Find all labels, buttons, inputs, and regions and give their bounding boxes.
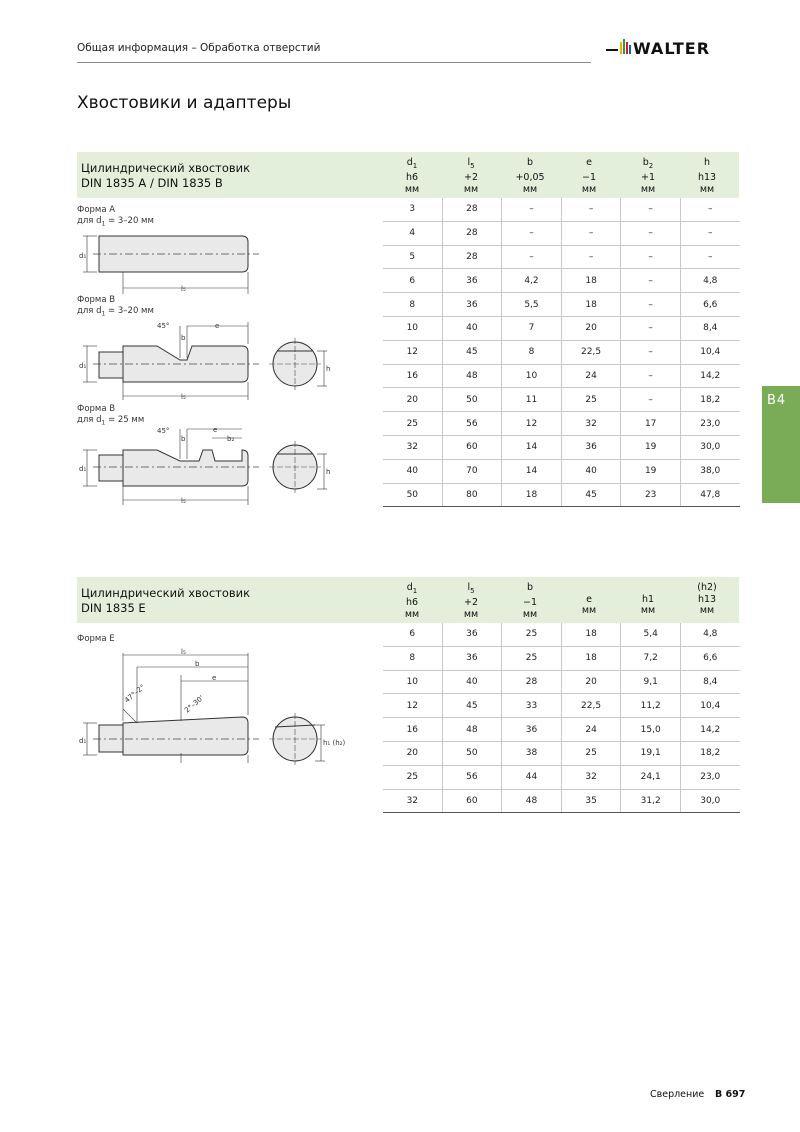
svg-text:e: e <box>213 426 218 434</box>
walter-logo <box>606 36 746 60</box>
table-cell: 25 <box>561 388 621 412</box>
table-cell: 12 <box>383 340 442 364</box>
svg-text:d₁: d₁ <box>79 252 87 260</box>
table-cell: 50 <box>442 388 502 412</box>
svg-text:d₁: d₁ <box>79 737 87 745</box>
table-cell: 40 <box>442 316 502 340</box>
s2-col-b: b −1 мм <box>522 582 538 620</box>
table-cell: – <box>680 245 739 269</box>
table-cell: 19 <box>621 459 681 483</box>
svg-text:l₅: l₅ <box>181 285 186 293</box>
table-cell: 50 <box>383 483 442 507</box>
table-cell: 18 <box>561 623 621 646</box>
table-cell: 11,2 <box>621 694 681 718</box>
table-cell: 35 <box>561 789 621 813</box>
svg-text:2°–30': 2°–30' <box>183 694 206 715</box>
table-cell: – <box>621 364 681 388</box>
table-cell: – <box>621 221 681 245</box>
table-cell: 28 <box>442 198 502 221</box>
s1-col-e: e −1 мм <box>581 157 597 195</box>
table-cell: – <box>680 198 739 221</box>
table-row <box>383 269 740 293</box>
section1-title: Цилиндрический хвостовик DIN 1835 A / DIN 1835 B <box>81 161 251 190</box>
table-cell: 33 <box>502 694 562 718</box>
table-cell: 56 <box>442 412 502 436</box>
table-cell: 6,6 <box>680 646 739 670</box>
table-row <box>383 718 740 742</box>
table-cell: 40 <box>561 459 621 483</box>
svg-text:e: e <box>215 322 220 330</box>
table-row <box>383 412 740 436</box>
svg-text:d₁: d₁ <box>79 465 87 473</box>
table-cell: 10,4 <box>680 694 739 718</box>
svg-text:45°: 45° <box>157 427 170 435</box>
header-divider <box>77 62 591 63</box>
table-cell: 24 <box>561 364 621 388</box>
s2-col-d1: $d_1$ h6 мм <box>404 582 420 620</box>
table-cell: 6,6 <box>680 293 739 317</box>
svg-text:b: b <box>181 435 186 443</box>
form-a-label: Форма A для $d_1 = 3-20$ мм <box>77 205 154 228</box>
table-cell: 22,5 <box>561 694 621 718</box>
table-row <box>383 694 740 718</box>
table-cell: 28 <box>442 245 502 269</box>
s2-col-h2: (h2) h13 мм <box>697 582 717 616</box>
table-cell: 38,0 <box>680 459 739 483</box>
table-cell: 60 <box>442 435 502 459</box>
svg-text:l₅: l₅ <box>181 393 186 401</box>
table-cell: 10 <box>383 670 442 694</box>
table-cell: 19 <box>621 435 681 459</box>
table-cell: 47,8 <box>680 483 739 507</box>
table-cell: 45 <box>442 694 502 718</box>
table-cell: 22,5 <box>561 340 621 364</box>
svg-text:d₁: d₁ <box>79 362 87 370</box>
table-cell: 48 <box>502 789 562 813</box>
svg-text:b: b <box>195 660 200 668</box>
table-cell: 25 <box>502 646 562 670</box>
s1-col-h: h h13 мм <box>697 157 717 195</box>
table-cell: – <box>621 245 681 269</box>
table-cell: 8,4 <box>680 316 739 340</box>
table-row <box>383 364 740 388</box>
table-cell: 30,0 <box>680 789 739 813</box>
table-cell: 23 <box>621 483 681 507</box>
table-cell: 10,4 <box>680 340 739 364</box>
s1-col-b: b +0,05 мм <box>515 157 545 195</box>
table-cell: 32 <box>383 435 442 459</box>
table-cell: 45 <box>442 340 502 364</box>
table-row <box>383 741 740 765</box>
table-cell: 45 <box>561 483 621 507</box>
s1-col-l5: $l_5$ +2 мм <box>463 157 479 195</box>
table-cell: 20 <box>561 316 621 340</box>
table-cell: 10 <box>502 364 562 388</box>
table-cell: 25 <box>383 765 442 789</box>
form-e-label: Форма E <box>77 634 115 644</box>
form-b25-label: Форма B для $d_1 = 25$ мм <box>77 404 145 427</box>
table-cell: 4,2 <box>502 269 562 293</box>
page-title: Хвостовики и адаптеры <box>77 93 292 113</box>
table-cell: 4,8 <box>680 623 739 646</box>
table-cell: 7 <box>502 316 562 340</box>
table-cell: 14 <box>502 435 562 459</box>
table-row <box>383 789 740 813</box>
table-cell: 14 <box>502 459 562 483</box>
table-row <box>383 340 740 364</box>
table-cell: 6 <box>383 623 442 646</box>
table-cell: – <box>621 316 681 340</box>
table-cell: 12 <box>502 412 562 436</box>
table-cell: 11 <box>502 388 562 412</box>
table-cell: 25 <box>383 412 442 436</box>
footer-page: B 697 <box>715 1089 746 1100</box>
table-cell: 70 <box>442 459 502 483</box>
table-cell: 7,2 <box>621 646 681 670</box>
table-cell: 12 <box>383 694 442 718</box>
table-cell: 20 <box>383 388 442 412</box>
table-cell: 17 <box>621 412 681 436</box>
table-cell: 40 <box>383 459 442 483</box>
s1-col-b2: $b_2$ +1 мм <box>640 157 656 195</box>
s2-col-l5: $l_5$ +2 мм <box>463 582 479 620</box>
svg-text:l₅: l₅ <box>181 497 186 505</box>
table-row <box>383 221 740 245</box>
svg-text:h₁ (h₂): h₁ (h₂) <box>323 739 346 747</box>
s1-col-d1: $d_1$ h6 мм <box>404 157 420 195</box>
table-cell: 8 <box>502 340 562 364</box>
table-cell: 18 <box>561 646 621 670</box>
table-cell: 19,1 <box>621 741 681 765</box>
table-cell: 23,0 <box>680 765 739 789</box>
table-cell: 6 <box>383 269 442 293</box>
table-cell: 44 <box>502 765 562 789</box>
table-cell: 15,0 <box>621 718 681 742</box>
table-cell: 31,2 <box>621 789 681 813</box>
table-row <box>383 670 740 694</box>
table-cell: 16 <box>383 718 442 742</box>
table-cell: 25 <box>561 741 621 765</box>
form-e-drawing <box>77 645 357 770</box>
table-cell: 36 <box>561 435 621 459</box>
table-cell: 16 <box>383 364 442 388</box>
table-cell: 18 <box>561 293 621 317</box>
footer-section: Сверление <box>650 1089 705 1100</box>
table-cell: 36 <box>442 293 502 317</box>
table-row <box>383 388 740 412</box>
svg-text:b: b <box>181 334 186 342</box>
table-cell: 20 <box>561 670 621 694</box>
table-cell: 50 <box>442 741 502 765</box>
form-a-drawing <box>77 228 267 298</box>
table-cell: 24 <box>561 718 621 742</box>
table-cell: 18,2 <box>680 741 739 765</box>
table-cell: 14,2 <box>680 718 739 742</box>
table-row <box>383 623 740 646</box>
table-cell: 32 <box>561 765 621 789</box>
table-cell: 36 <box>442 623 502 646</box>
table-cell: 48 <box>442 718 502 742</box>
table-row <box>383 483 740 507</box>
section1-header <box>77 152 739 198</box>
svg-text:b₂: b₂ <box>227 435 235 443</box>
table-cell: 28 <box>502 670 562 694</box>
table-cell: 5,5 <box>502 293 562 317</box>
logo-text: WALTER <box>633 39 711 58</box>
table-cell: 32 <box>561 412 621 436</box>
s2-col-h1: h1 мм <box>640 593 656 616</box>
section2-header <box>77 577 739 623</box>
table-cell: – <box>621 198 681 221</box>
table-row <box>383 435 740 459</box>
chapter-tab[interactable]: B4 <box>762 386 800 503</box>
table-cell: 18 <box>502 483 562 507</box>
form-b-drawing <box>77 316 347 406</box>
table-cell: 40 <box>442 670 502 694</box>
svg-text:47°–2°: 47°–2° <box>123 683 147 705</box>
table-row <box>383 459 740 483</box>
svg-text:h: h <box>326 468 331 476</box>
table-cell: – <box>621 293 681 317</box>
section1-table <box>383 198 740 507</box>
section2-table <box>383 623 740 813</box>
table-cell: 9,1 <box>621 670 681 694</box>
table-cell: 36 <box>442 269 502 293</box>
table-cell: – <box>502 221 562 245</box>
table-cell: 4,8 <box>680 269 739 293</box>
table-cell: 8,4 <box>680 670 739 694</box>
svg-text:h: h <box>326 365 331 373</box>
table-cell: – <box>561 245 621 269</box>
table-row <box>383 646 740 670</box>
table-cell: – <box>680 221 739 245</box>
breadcrumb: Общая информация – Обработка отверстий <box>77 42 321 54</box>
table-cell: 60 <box>442 789 502 813</box>
table-cell: 5,4 <box>621 623 681 646</box>
form-b25-drawing <box>77 425 347 509</box>
table-cell: 4 <box>383 221 442 245</box>
section2-title: Цилиндрический хвостовик DIN 1835 E <box>81 586 251 615</box>
svg-text:e: e <box>212 674 217 682</box>
table-cell: 25 <box>502 623 562 646</box>
table-cell: 28 <box>442 221 502 245</box>
table-cell: 48 <box>442 364 502 388</box>
table-row <box>383 765 740 789</box>
svg-text:45°: 45° <box>157 322 170 330</box>
svg-text:l₅: l₅ <box>181 648 186 656</box>
table-cell: 14,2 <box>680 364 739 388</box>
table-cell: – <box>561 221 621 245</box>
table-row <box>383 293 740 317</box>
table-cell: 38 <box>502 741 562 765</box>
table-cell: 20 <box>383 741 442 765</box>
table-cell: – <box>621 269 681 293</box>
table-cell: – <box>621 340 681 364</box>
table-row <box>383 198 740 221</box>
table-cell: – <box>502 245 562 269</box>
table-cell: 56 <box>442 765 502 789</box>
form-b-label: Форма B для $d_1 = 3-20$ мм <box>77 295 154 318</box>
table-cell: 18,2 <box>680 388 739 412</box>
table-cell: 18 <box>561 269 621 293</box>
table-cell: 36 <box>442 646 502 670</box>
table-cell: 8 <box>383 293 442 317</box>
table-cell: 23,0 <box>680 412 739 436</box>
table-cell: 24,1 <box>621 765 681 789</box>
table-cell: 5 <box>383 245 442 269</box>
table-cell: 80 <box>442 483 502 507</box>
table-row <box>383 245 740 269</box>
table-cell: – <box>561 198 621 221</box>
table-row <box>383 316 740 340</box>
table-cell: – <box>502 198 562 221</box>
table-cell: 3 <box>383 198 442 221</box>
table-cell: 10 <box>383 316 442 340</box>
table-cell: 36 <box>502 718 562 742</box>
table-cell: 8 <box>383 646 442 670</box>
table-cell: 30,0 <box>680 435 739 459</box>
s2-col-e: e мм <box>581 593 597 616</box>
table-cell: – <box>621 388 681 412</box>
table-cell: 32 <box>383 789 442 813</box>
